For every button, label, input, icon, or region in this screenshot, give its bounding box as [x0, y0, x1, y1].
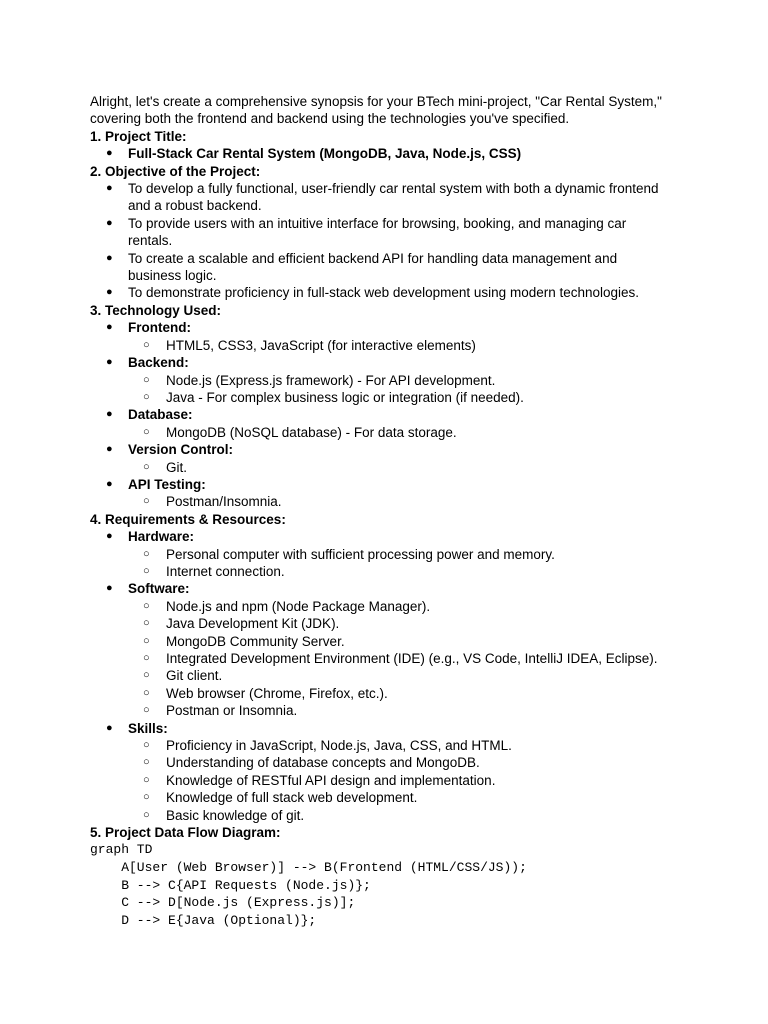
circle-bullet-icon: ○	[143, 808, 150, 821]
sub-list-item-text: Java Development Kit (JDK).	[166, 616, 340, 632]
sub-list-item	[90, 737, 710, 754]
section-heading: 3. Technology Used:	[90, 302, 222, 318]
list-item	[90, 580, 710, 597]
sub-list-item-text: Proficiency in JavaScript, Node.js, Java, CSS, and HTML.	[166, 738, 512, 754]
code-line: D --> E{Java (Optional)};	[90, 912, 317, 928]
circle-bullet-icon: ○	[143, 686, 150, 699]
bullet-icon: ●	[106, 251, 113, 264]
sub-list-item	[90, 598, 710, 615]
sub-list-item-text: Internet connection.	[166, 563, 285, 579]
list-item	[90, 319, 710, 336]
sub-list-item	[90, 754, 710, 771]
list-item-line: To develop a fully functional, user-friendly car rental system with both a dynamic frontend	[128, 181, 659, 197]
sub-list-item-text: MongoDB Community Server.	[166, 633, 345, 649]
code-line: graph TD	[90, 842, 153, 858]
circle-bullet-icon: ○	[143, 495, 150, 508]
bullet-icon: ●	[106, 147, 113, 160]
circle-bullet-icon: ○	[143, 373, 150, 386]
section-heading: 2. Objective of the Project:	[90, 163, 261, 179]
sub-list-item	[90, 493, 710, 510]
sub-list-item-text: Web browser (Chrome, Firefox, etc.).	[166, 685, 388, 701]
sub-list-item	[90, 563, 710, 580]
section-heading: 4. Requirements & Resources:	[90, 511, 286, 527]
circle-bullet-icon: ○	[143, 652, 150, 664]
sub-list-item	[90, 685, 710, 702]
sub-list-item	[90, 459, 710, 476]
sub-list-item-text: Git client.	[166, 668, 223, 684]
list-item-label: Version Control:	[128, 442, 234, 458]
intro-line: Alright, let's create a comprehensive synopsis for your BTech mini-project, "Car Rental System,"	[90, 94, 662, 109]
circle-bullet-icon: ○	[143, 460, 150, 473]
sub-list-item-text: Postman or Insomnia.	[166, 703, 298, 719]
circle-bullet-icon: ○	[143, 756, 150, 769]
circle-bullet-icon: ○	[143, 390, 150, 403]
circle-bullet-icon: ○	[143, 338, 150, 351]
sub-list-item-text: Knowledge of full stack web development.	[166, 790, 418, 806]
bullet-icon: ●	[106, 582, 113, 595]
sub-list-item	[90, 702, 710, 719]
bullet-icon: ●	[106, 216, 113, 229]
sub-list-item	[90, 667, 710, 684]
section-heading: 1. Project Title:	[90, 128, 187, 144]
bullet-icon: ●	[106, 443, 113, 456]
sub-list-item-text: Postman/Insomnia.	[166, 494, 282, 510]
sub-list-item-text: Personal computer with sufficient processing power and memory.	[166, 546, 555, 562]
circle-bullet-icon: ○	[143, 739, 150, 752]
list-item-label: Frontend:	[128, 320, 191, 336]
bullet-icon: ●	[106, 356, 113, 369]
list-item-label: Database:	[128, 407, 193, 423]
sub-list-item-text: Node.js (Express.js framework) - For API development.	[166, 372, 496, 388]
section-heading: 5. Project Data Flow Diagram:	[90, 825, 281, 841]
sub-list-item	[90, 615, 710, 632]
sub-list-item	[90, 807, 710, 824]
code-line: B --> C{API Requests (Node.js)};	[90, 877, 371, 893]
intro-line: covering both the frontend and backend using the technologies you've specified.	[90, 111, 570, 127]
list-item-label: API Testing:	[128, 476, 206, 492]
sub-list-item	[90, 372, 710, 389]
section	[90, 824, 710, 841]
circle-bullet-icon: ○	[143, 547, 150, 560]
sub-list-item-text: Basic knowledge of git.	[166, 807, 305, 823]
list-item	[90, 441, 710, 458]
circle-bullet-icon: ○	[143, 617, 150, 630]
sections-container	[90, 128, 710, 842]
list-item-line: To demonstrate proficiency in full-stack web development using modern technologies.	[128, 285, 640, 301]
section	[90, 511, 710, 824]
list-item	[90, 284, 710, 301]
code-line: C --> D[Node.js (Express.js)];	[90, 895, 356, 911]
sub-list-item-text: Git.	[166, 459, 188, 475]
list-item-label: Skills:	[128, 720, 168, 736]
circle-bullet-icon: ○	[143, 669, 150, 682]
circle-bullet-icon: ○	[143, 425, 150, 438]
circle-bullet-icon: ○	[143, 704, 150, 717]
list-item-line: business logic.	[128, 268, 217, 284]
list-item-line: rentals.	[128, 233, 173, 249]
bullet-icon: ●	[106, 721, 113, 734]
sub-list-item	[90, 633, 710, 650]
bullet-icon: ●	[106, 408, 113, 421]
list-item	[90, 720, 710, 737]
list-item	[90, 528, 710, 545]
bullet-icon: ●	[106, 286, 113, 299]
circle-bullet-icon: ○	[143, 773, 150, 786]
sub-list-item-text: Knowledge of RESTful API design and implementation.	[166, 772, 496, 788]
bullet-icon: ●	[106, 182, 113, 195]
bullet-icon: ●	[106, 530, 113, 543]
sub-list-item-text: Understanding of database concepts and MongoDB.	[166, 755, 480, 771]
list-item	[90, 145, 710, 162]
sub-list-item-text: HTML5, CSS3, JavaScript (for interactive elements)	[166, 337, 476, 353]
sub-list-item	[90, 650, 710, 667]
list-item-line: To create a scalable and efficient backend API for handling data management and	[128, 250, 618, 266]
bullet-icon: ●	[106, 477, 113, 490]
sub-list-item-text: Integrated Development Environment (IDE) (e.g., VS Code, IntelliJ IDEA, Eclipse).	[166, 651, 658, 666]
list-item	[90, 180, 710, 215]
document-body	[90, 93, 710, 929]
sub-list-item	[90, 546, 710, 563]
sub-list-item-text: MongoDB (NoSQL database) - For data storage.	[166, 424, 457, 440]
list-item	[90, 250, 710, 285]
bullet-icon: ●	[106, 321, 113, 334]
list-item-line: To provide users with an intuitive interface for browsing, booking, and managing car	[128, 215, 627, 231]
list-item-label: Hardware:	[128, 529, 195, 545]
list-item-text: Full-Stack Car Rental System (MongoDB, Java, Node.js, CSS)	[128, 146, 522, 162]
sub-list-item	[90, 424, 710, 441]
list-item-label: Software:	[128, 581, 190, 597]
list-item	[90, 406, 710, 423]
list-item	[90, 476, 710, 493]
intro-paragraph	[90, 93, 710, 128]
code-line: A[User (Web Browser)] --> B(Frontend (HTML/CSS/JS));	[90, 860, 527, 876]
circle-bullet-icon: ○	[143, 564, 150, 577]
sub-list-item-text: Java - For complex business logic or integration (if needed).	[166, 389, 524, 405]
list-item	[90, 354, 710, 371]
section	[90, 128, 710, 163]
circle-bullet-icon: ○	[143, 634, 150, 647]
sub-list-item	[90, 389, 710, 406]
sub-list-item	[90, 772, 710, 789]
list-item-line: and a robust backend.	[128, 198, 262, 214]
section	[90, 302, 710, 511]
circle-bullet-icon: ○	[143, 599, 150, 612]
list-item-label: Backend:	[128, 355, 189, 371]
section	[90, 163, 710, 302]
sub-list-item	[90, 789, 710, 806]
circle-bullet-icon: ○	[143, 791, 150, 804]
sub-list-item-text: Node.js and npm (Node Package Manager).	[166, 598, 431, 614]
sub-list-item	[90, 337, 710, 354]
list-item	[90, 215, 710, 250]
code-block	[90, 841, 710, 929]
